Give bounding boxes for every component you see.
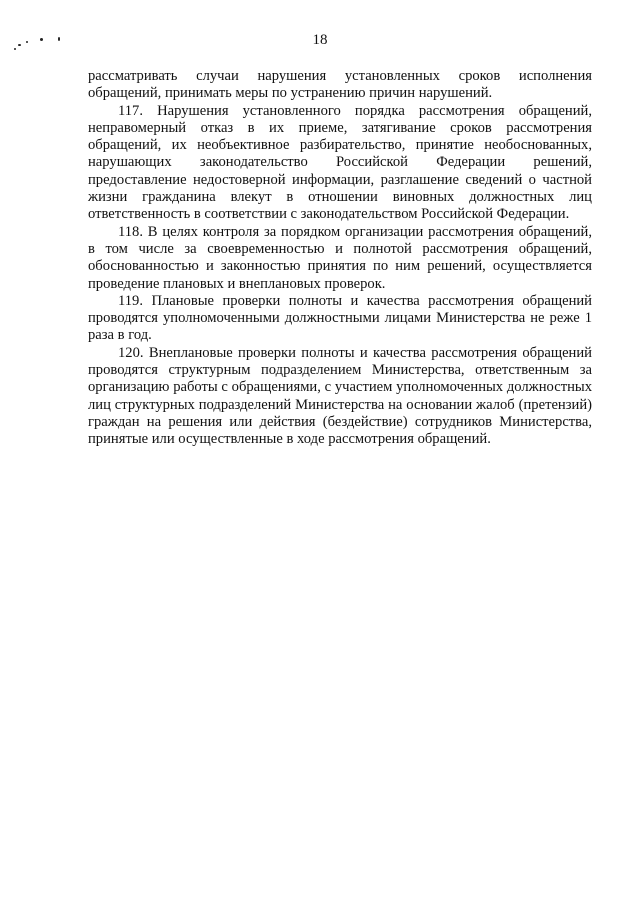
paragraph-120: 120. Внеплановые проверки полноты и качества рассмотрения обращений проводятся структурным подразделением Министерства, ответственным за организацию работы с обращениями, с участием уполномоченных должностных лиц структурных подразделений Министерства на основании жалоб (претензий) граждан на решения или действия (бездействие) сотрудников Министерства, принятые или осуществленные в ходе рассмотрения обращений. bbox=[88, 344, 592, 448]
paragraph-119: 119. Плановые проверки полноты и качества рассмотрения обращений проводятся уполномоченными должностными лицами Министерства не реже 1 раза в год. bbox=[88, 292, 592, 344]
paragraph-continuation: рассматривать случаи нарушения установленных сроков исполнения обращений, принимать меры по устранению причин нарушений. bbox=[88, 68, 592, 102]
paragraph-117: 117. Нарушения установленного порядка рассмотрения обращений, неправомерный отказ в их приеме, затягивание сроков рассмотрения обращений, их необъективное разбирательство, принятие необоснованных, нарушающих законодательство Российской Федерации решений, предоставление недостоверной информации, разглашение сведений о частной жизни гражданина влекут в отношении виновных должностных лиц ответственность в соответствии с законодательством Российской Федерации. bbox=[88, 102, 592, 223]
paragraph-118: 118. В целях контроля за порядком организации рассмотрения обращений, в том числе за своевременностью и полнотой рассмотрения обращений, обоснованностью и законностью принятия по ним решений, осуществляется проведение плановых и внеплановых проверок. bbox=[88, 223, 592, 292]
document-body bbox=[88, 68, 592, 449]
page-number: 18 bbox=[312, 32, 328, 48]
